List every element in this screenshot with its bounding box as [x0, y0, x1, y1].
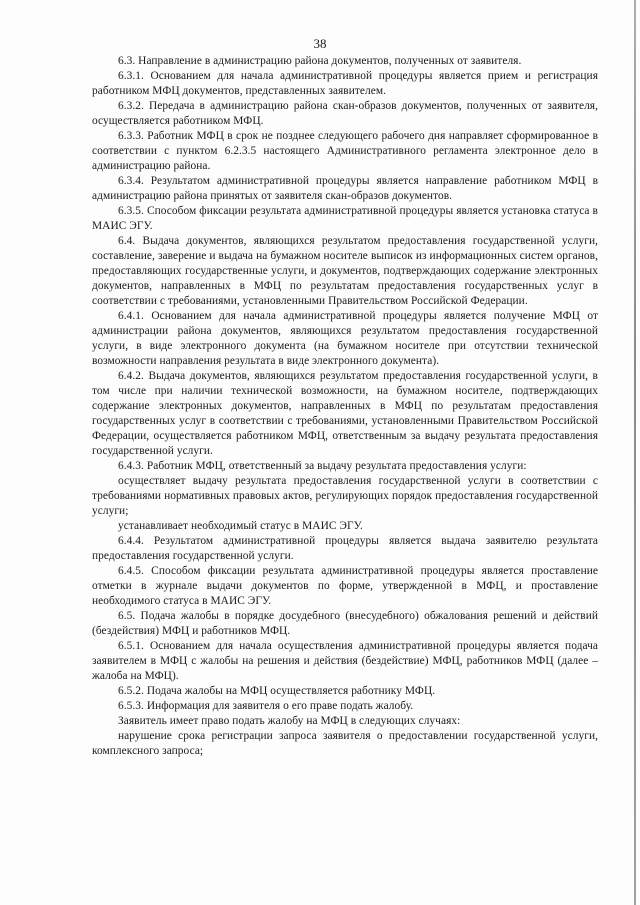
paragraph-6-3-1: 6.3.1. Основанием для начала административной процедуры является прием и регистрация работником МФЦ документов, представленных заявителем. — [92, 70, 598, 97]
paragraph-6-4-4: 6.4.4. Результатом административной процедуры является выдача заявителю результата предоставления государственной услуги. — [92, 535, 598, 562]
paragraph-6-4-1: 6.4.1. Основанием для начала административной процедуры является получение МФЦ от администрации района документов, являющихся результатом предоставления государственной услуги, в виде электронного документа (на бумажном носителе при отсутствии технической возможности направления результата в виде электронного документа). — [92, 310, 598, 367]
paragraph-6-3-5: 6.3.5. Способом фиксации результата административной процедуры является установка статуса в МАИС ЭГУ. — [92, 205, 598, 232]
scan-edge-shadow — [634, 0, 636, 905]
paragraph-6-4-3-item-status: устанавливает необходимый статус в МАИС ЭГУ. — [118, 520, 363, 532]
paragraph-6-5: 6.5. Подача жалобы в порядке досудебного (внесудебного) обжалования решений и действий (бездействия) МФЦ и работников МФЦ. — [92, 610, 598, 637]
paragraph-6-4: 6.4. Выдача документов, являющихся результатом предоставления государственной услуги, составление, заверение и выдача на бумажном носителе выписок из информационных систем органов, предоставляющих государственные услуги, и документов, подтверждающих содержание электронных документов, направленных в МФЦ по результатам предоставления государственных услуг в соответствии с требованиями, установленными Правительством Российской Федерации. — [92, 235, 598, 307]
paragraph-complaint-case-1: нарушение срока регистрации запроса заявителя о предоставлении государственной услуги, комплексного запроса; — [92, 730, 598, 757]
paragraph-6-4-3-item-issue: осуществляет выдачу результата предоставления государственной услуги в соответствии с требованиями нормативных правовых актов, регулирующих порядок предоставления государственной услуги; — [92, 475, 598, 517]
paragraph-6-4-3: 6.4.3. Работник МФЦ, ответственный за выдачу результата предоставления услуги: — [118, 460, 527, 472]
paragraph-6-5-1: 6.5.1. Основанием для начала осуществления административной процедуры является подача заявителем в МФЦ с жалобы на решения и действия (бездействие) МФЦ, работников МФЦ (далее – жалоба на МФЦ). — [92, 640, 598, 682]
paragraph-6-4-5: 6.4.5. Способом фиксации результата административной процедуры является проставление отметки в журнале выдачи документов по форме, утвержденной в МФЦ, и проставление необходимого статуса в МАИС ЭГУ. — [92, 565, 598, 607]
paragraph-complaint-intro: Заявитель имеет право подать жалобу на МФЦ в следующих случаях: — [118, 715, 461, 727]
page-number: 38 — [313, 36, 327, 51]
paragraph-6-5-2: 6.5.2. Подача жалобы на МФЦ осуществляется работнику МФЦ. — [118, 685, 436, 697]
paragraph-6-4-2: 6.4.2. Выдача документов, являющихся результатом предоставления государственной услуги, в том числе при наличии технической возможности, на бумажном носителе, подтверждающих содержание электронных документов, направленных в МФЦ по результатам предоставления государственных услуг в соответствии с требованиями, установленными Правительством Российской Федерации, осуществляется работником МФЦ, ответственным за выдачу результата предоставления государственной услуги. — [92, 370, 598, 457]
document-body — [92, 54, 598, 759]
paragraph-6-3-2: 6.3.2. Передача в администрацию района скан-образов документов, полученных от заявителя, осуществляется работником МФЦ. — [92, 100, 598, 127]
paragraph-6-3: 6.3. Направление в администрацию района документов, полученных от заявителя. — [118, 55, 522, 67]
paragraph-6-3-4: 6.3.4. Результатом административной процедуры является направление работником МФЦ в администрацию района принятых от заявителя скан-образов документов. — [92, 175, 598, 202]
paragraph-6-5-3: 6.5.3. Информация для заявителя о его праве подать жалобу. — [118, 700, 414, 712]
paragraph-6-3-3: 6.3.3. Работник МФЦ в срок не позднее следующего рабочего дня направляет сформированное в соответствии с пунктом 6.2.3.5 настоящего Административного регламента электронное дело в администрацию района. — [92, 130, 598, 172]
